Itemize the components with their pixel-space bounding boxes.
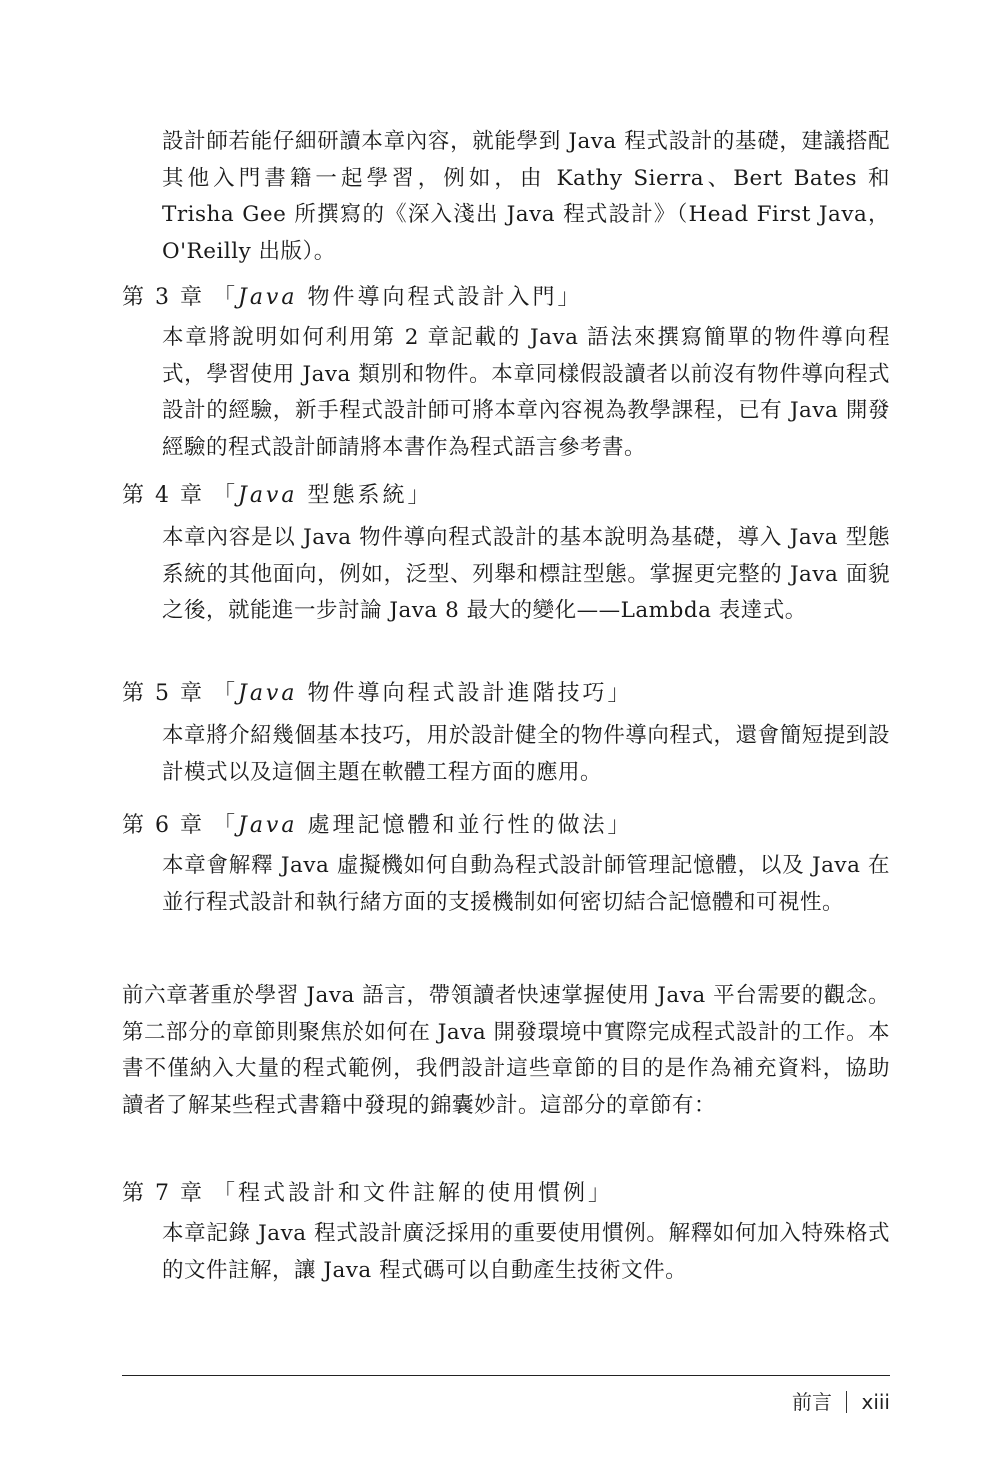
part-two-intro: 前六章著重於學習 Java 語言，帶領讀者快速掌握使用 Java 平台需要的觀念。第二部分的章節則聚焦於如何在 Java 開發環境中實際完成程式設計的工作。本書不僅納入大量的程式範例，我們設計這些章節的目的是作為補充資料，協助讀者了解某些程式書籍中發現的錦囊妙計。這部分的章節有： bbox=[122, 983, 890, 1118]
chapter-title: 「Java 型態系統」 bbox=[212, 483, 433, 508]
chapter-title: 「Java 處理記憶體和並行性的做法」 bbox=[212, 813, 633, 838]
chapter-7-heading bbox=[122, 1176, 613, 1207]
chapter-4-heading bbox=[122, 478, 432, 509]
intro-continuation: 設計師若能仔細研讀本章內容，就能學到 Java 程式設計的基礎，建議搭配其他入門書籍一起學習，例如，由 Kathy Sierra、Bert Bates 和 Trisha Gee 所撰寫的《深入淺出 Java 程式設計》（Head First Java，O'Reilly 出版）。 bbox=[162, 129, 890, 264]
chapter-title: 「Java 物件導向程式設計進階技巧」 bbox=[212, 681, 633, 706]
page-footer bbox=[792, 1386, 890, 1415]
footer-section-title: 前言 bbox=[791, 1390, 832, 1414]
footer-divider bbox=[122, 1375, 890, 1376]
chapter-5-heading bbox=[122, 676, 632, 707]
page-number: xiii bbox=[861, 1390, 890, 1414]
chapter-7-description: 本章記錄 Java 程式設計廣泛採用的重要使用慣例。解釋如何加入特殊格式的文件註解，讓 Java 程式碼可以自動產生技術文件。 bbox=[162, 1221, 890, 1283]
chapter-5-description: 本章將介紹幾個基本技巧，用於設計健全的物件導向程式，還會簡短提到設計模式以及這個主題在軟體工程方面的應用。 bbox=[162, 723, 890, 785]
chapter-number: 第 4 章 bbox=[122, 483, 204, 508]
chapter-number: 第 6 章 bbox=[122, 813, 204, 838]
chapter-6-heading bbox=[122, 808, 632, 839]
chapter-number: 第 3 章 bbox=[122, 285, 204, 310]
footer-separator bbox=[846, 1391, 848, 1413]
chapter-4-description: 本章內容是以 Java 物件導向程式設計的基本說明為基礎，導入 Java 型態系統的其他面向，例如，泛型、列舉和標註型態。掌握更完整的 Java 面貌之後，就能進一步討論 Java 8 最大的變化——Lambda 表達式。 bbox=[162, 525, 890, 623]
chapter-3-description: 本章將說明如何利用第 2 章記載的 Java 語法來撰寫簡單的物件導向程式，學習使用 Java 類別和物件。本章同樣假設讀者以前沒有物件導向程式設計的經驗，新手程式設計師可將本章內容視為教學課程，已有 Java 開發經驗的程式設計師請將本書作為程式語言參考書。 bbox=[162, 325, 890, 460]
chapter-6-description: 本章會解釋 Java 虛擬機如何自動為程式設計師管理記憶體，以及 Java 在並行程式設計和執行緒方面的支援機制如何密切結合記憶體和可視性。 bbox=[162, 853, 890, 915]
chapter-number: 第 5 章 bbox=[122, 681, 204, 706]
chapter-title: 「Java 物件導向程式設計入門」 bbox=[212, 285, 583, 310]
chapter-number: 第 7 章 bbox=[122, 1181, 204, 1206]
chapter-3-heading bbox=[122, 280, 582, 311]
chapter-title: 「程式設計和文件註解的使用慣例」 bbox=[212, 1181, 614, 1206]
